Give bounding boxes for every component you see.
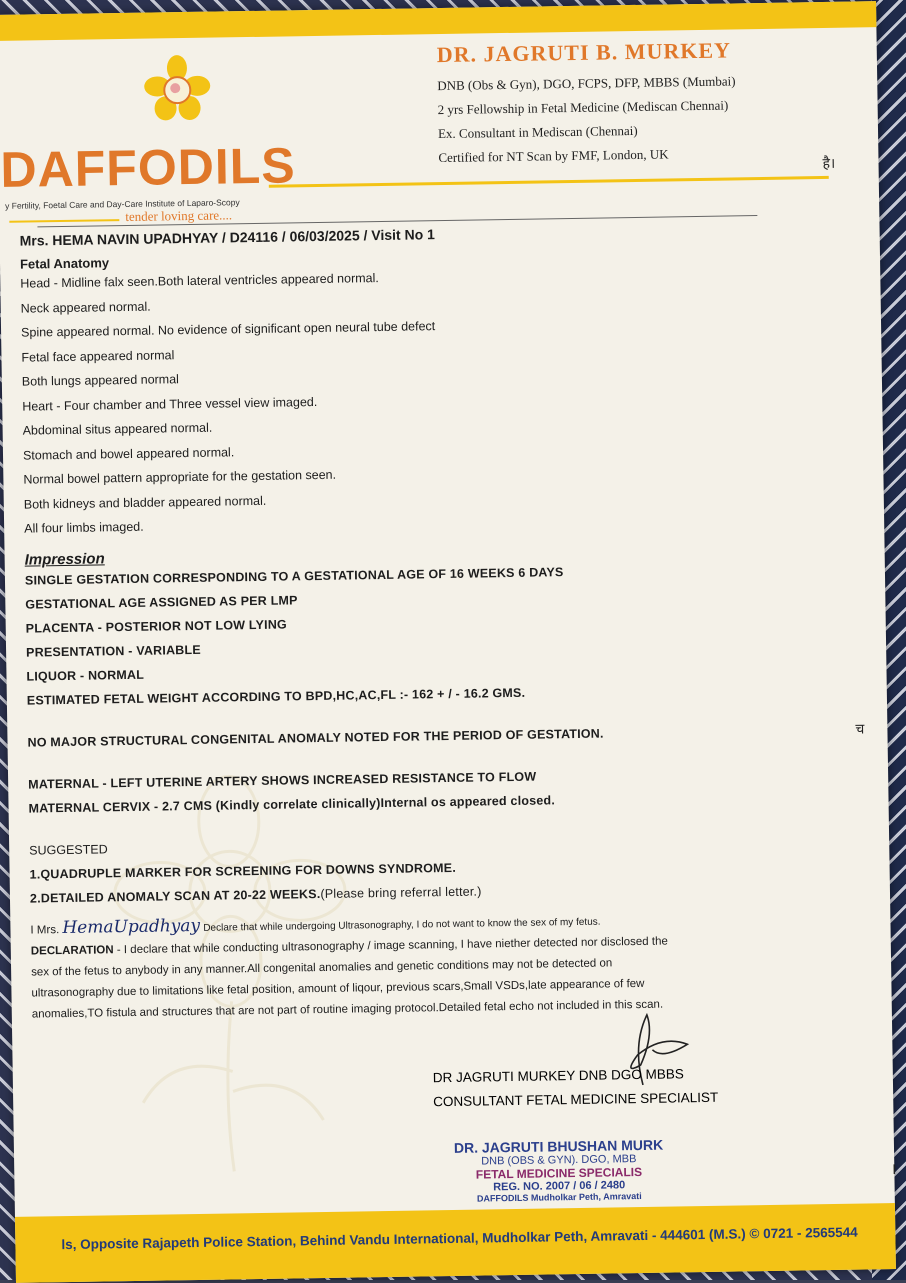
patient-details: Mrs. HEMA NAVIN UPADHYAY / D24116 / 06/03/2025 / Visit No 1 xyxy=(19,226,435,249)
doctor-experience: Ex. Consultant in Mediscan (Chennai) xyxy=(437,122,638,142)
impression-presentation: PRESENTATION - VARIABLE xyxy=(25,642,201,660)
finding-face: Fetal face appeared normal xyxy=(21,347,175,365)
impression-fetal-weight: ESTIMATED FETAL WEIGHT ACCORDING TO BPD,HC,AC,FL :- 162 + / - 16.2 GMS. xyxy=(26,685,526,708)
fetal-anatomy-title: Fetal Anatomy xyxy=(19,255,110,272)
report-body xyxy=(19,211,871,1025)
stamp-clinic: DAFFODILS Mudholkar Peth, Amravati xyxy=(476,1190,642,1204)
doctor-header xyxy=(437,37,737,170)
impression-title: Impression xyxy=(24,549,105,569)
finding-limbs: All four limbs imaged. xyxy=(24,519,144,536)
stamp-role: FETAL MEDICINE SPECIALIS xyxy=(475,1164,643,1182)
suggested-title: SUGGESTED xyxy=(29,841,108,858)
impression-anomaly: NO MAJOR STRUCTURAL CONGENITAL ANOMALY NOTED FOR THE PERIOD OF GESTATION. xyxy=(27,726,604,750)
margin-mark-bottom: I xyxy=(892,1160,897,1178)
finding-neck: Neck appeared normal. xyxy=(20,299,151,316)
clinic-brand-name: DAFFODILS xyxy=(0,137,297,198)
doctor-qualifications: DNB (Obs & Gyn), DGO, FCPS, DFP, MBBS (Mumbai) xyxy=(437,73,736,94)
declaration-label: DECLARATION xyxy=(30,944,114,958)
suggested-item-2-main: 2.DETAILED ANOMALY SCAN AT 20-22 WEEKS. xyxy=(29,887,321,906)
impression-gestation: SINGLE GESTATION CORRESPONDING TO A GESTATIONAL AGE OF 16 WEEKS 6 DAYS xyxy=(24,564,564,588)
header-divider xyxy=(269,176,829,188)
report-sheet xyxy=(0,1,896,1283)
finding-spine: Spine appeared normal. No evidence of significant open neural tube defect xyxy=(20,319,436,340)
clinic-subtitle: y Fertility, Foetal Care and Day-Care Institute of Laparo-Scopy xyxy=(5,197,240,211)
suggested-item-2-note: (Please bring referral letter.) xyxy=(320,884,482,902)
stamp-reg: REG. NO. 2007 / 06 / 2480 xyxy=(493,1179,626,1194)
impression-placenta: PLACENTA - POSTERIOR NOT LOW LYING xyxy=(25,616,288,636)
signatory-title: CONSULTANT FETAL MEDICINE SPECIALIST xyxy=(433,1089,719,1110)
doctor-fellowship: 2 yrs Fellowship in Fetal Medicine (Mediscan Chennai) xyxy=(437,97,729,118)
handwritten-name: HemaUpadhyay xyxy=(62,915,201,939)
maternal-cervix: MATERNAL CERVIX - 2.7 CMS (Kindly correlate clinically)Internal os appeared closed. xyxy=(28,792,556,816)
logo-underline xyxy=(9,219,119,223)
doctor-name: DR. JAGRUTI B. MURKEY xyxy=(436,37,732,68)
finding-lungs: Both lungs appeared normal xyxy=(21,372,180,389)
impression-lmp: GESTATIONAL AGE ASSIGNED AS PER LMP xyxy=(25,592,298,612)
signatory-name: DR JAGRUTI MURKEY DNB DGO MBBS xyxy=(432,1066,684,1086)
doctor-certification: Certified for NT Scan by FMF, London, UK xyxy=(438,146,669,166)
finding-stomach-bowel: Stomach and bowel appeared normal. xyxy=(22,444,235,463)
finding-bowel-pattern: Normal bowel pattern appropriate for the gestation seen. xyxy=(23,467,337,487)
finding-heart: Heart - Four chamber and Three vessel view imaged. xyxy=(22,394,318,414)
maternal-uterine-artery: MATERNAL - LEFT UTERINE ARTERY SHOWS INCREASED RESISTANCE TO FLOW xyxy=(28,769,537,792)
stamp-quals: DNB (OBS & GYN). DGO, MBB xyxy=(481,1153,637,1168)
daffodil-icon xyxy=(137,56,218,127)
declaration-line-2: sex of the fetus to anybody in any manner.All congenital anomalies and genetic conditions may not be detected on xyxy=(31,957,613,979)
declaration-prefix: I Mrs. xyxy=(30,924,60,937)
finding-kidneys: Both kidneys and bladder appeared normal. xyxy=(23,493,267,512)
patient-statement: Declare that while undergoing Ultrasonography, I do not want to know the sex of my fetus. xyxy=(203,916,601,934)
declaration-text-1: - I declare that while conducting ultrasonography / image scanning, I have niether detected nor disclosed the xyxy=(113,935,668,957)
footer-address: ls, Opposite Rajapeth Police Station, Behind Vandu International, Mudholkar Peth, Amravati - 444601 (M.S.) © 0721 - 2565544 xyxy=(61,1224,858,1253)
clinic-tagline: tender loving care.... xyxy=(125,207,233,224)
stamp-name: DR. JAGRUTI BHUSHAN MURK xyxy=(453,1136,664,1156)
margin-mark-middle: च xyxy=(855,720,865,737)
margin-mark-top: है। xyxy=(822,154,836,172)
suggested-item-1: 1.QUADRUPLE MARKER FOR SCREENING FOR DOWNS SYNDROME. xyxy=(29,860,457,882)
finding-head: Head - Midline falx seen.Both lateral ventricles appeared normal. xyxy=(20,271,379,291)
clinic-logo xyxy=(0,51,297,224)
finding-abdominal-situs: Abdominal situs appeared normal. xyxy=(22,420,213,438)
doctor-stamp xyxy=(454,1137,664,1204)
declaration-line-3: ultrasonography due to limitations like fetal position, amount of liqour, previous scars,Small VSDs,late appearance of few xyxy=(31,977,645,1000)
impression-liquor: LIQUOR - NORMAL xyxy=(26,667,145,684)
declaration-line-4: anomalies,TO fistula and structures that are not part of routine imaging protocol.Detailed fetal echo not included in this scan. xyxy=(31,998,664,1021)
